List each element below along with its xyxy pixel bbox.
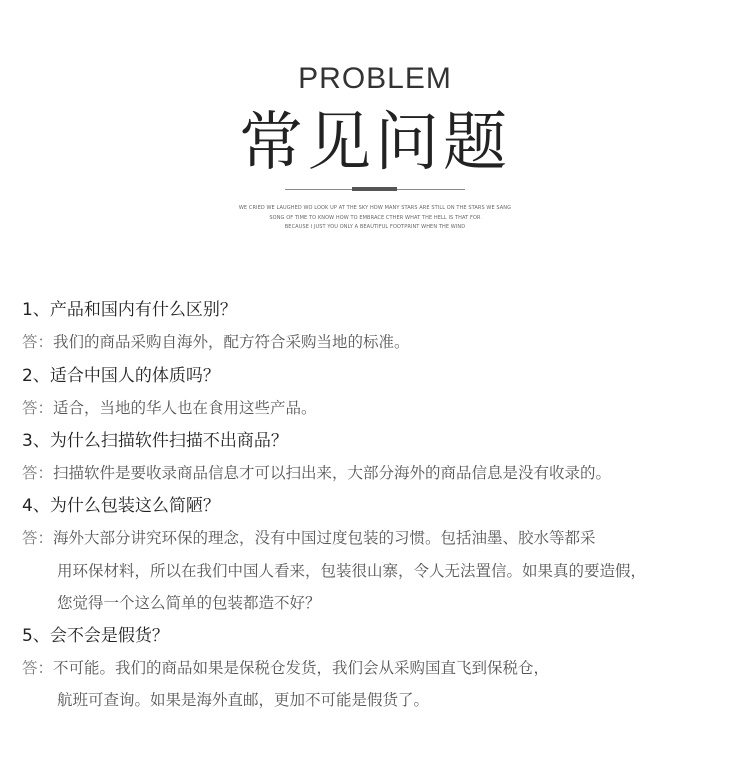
page-title: 常见问题 [239,106,511,180]
answer-text: 扫描软件是要收录商品信息才可以扫出来，大部分海外的商品信息是没有收录的。 [53,464,612,482]
answer-prefix: 答： [22,399,54,417]
faq-answer-continued: 用环保材料，所以在我们中国人看来，包装很山寨，令人无法置信。如果真的要造假， [57,562,647,580]
answer-prefix: 答： [22,333,54,351]
faq-answer [22,396,317,420]
faq-question: 2、适合中国人的体质吗？ [22,366,220,386]
answer-prefix: 答： [22,529,54,547]
answer-prefix: 答： [22,659,54,677]
faq-question: 1、产品和国内有什么区别？ [22,300,237,320]
answer-text: 我们的商品采购自海外，配方符合采购当地的标准。 [53,333,410,351]
answer-text: 海外大部分讲究环保的理念，没有中国过度包装的习惯。包括油墨、胶水等都采 [53,529,596,547]
answer-text: 适合，当地的华人也在食用这些产品。 [53,399,317,417]
title-divider-accent [352,187,397,191]
motto-line: WE CRIED WE LAUGHED WO LOOK UP AT THE SKY HOW MANY STARS ARE STILL ON THE STARS WE SANG [238,205,512,211]
faq-answer [22,526,596,550]
answer-prefix: 答： [22,464,54,482]
faq-question: 4、为什么包装这么简陋？ [22,496,220,516]
faq-answer-continued: 您觉得一个这么简单的包装都造不好？ [57,594,321,612]
faq-question: 3、为什么扫描软件扫描不出商品？ [22,431,288,451]
motto-line: BECAUSE I JUST YOU ONLY A BEAUTIFUL FOOTPRINT WHEN THE WIND [284,224,466,230]
faq-answer [22,330,410,354]
faq-answer-continued: 航班可查询。如果是海外直邮，更加不可能是假货了。 [57,691,430,709]
motto-text [0,204,750,233]
faq-question: 5、会不会是假货？ [22,626,169,646]
faq-answer [22,461,611,485]
motto-line: SONG OF TIME TO KNOW HOW TO EMBRACE CTHER WHAT THE HELL IS THAT FOR [269,214,481,221]
section-subtitle: PROBLEM [298,62,452,95]
faq-answer [22,656,549,680]
answer-text: 不可能。我们的商品如果是保税仓发货，我们会从采购国直飞到保税仓， [53,659,550,677]
